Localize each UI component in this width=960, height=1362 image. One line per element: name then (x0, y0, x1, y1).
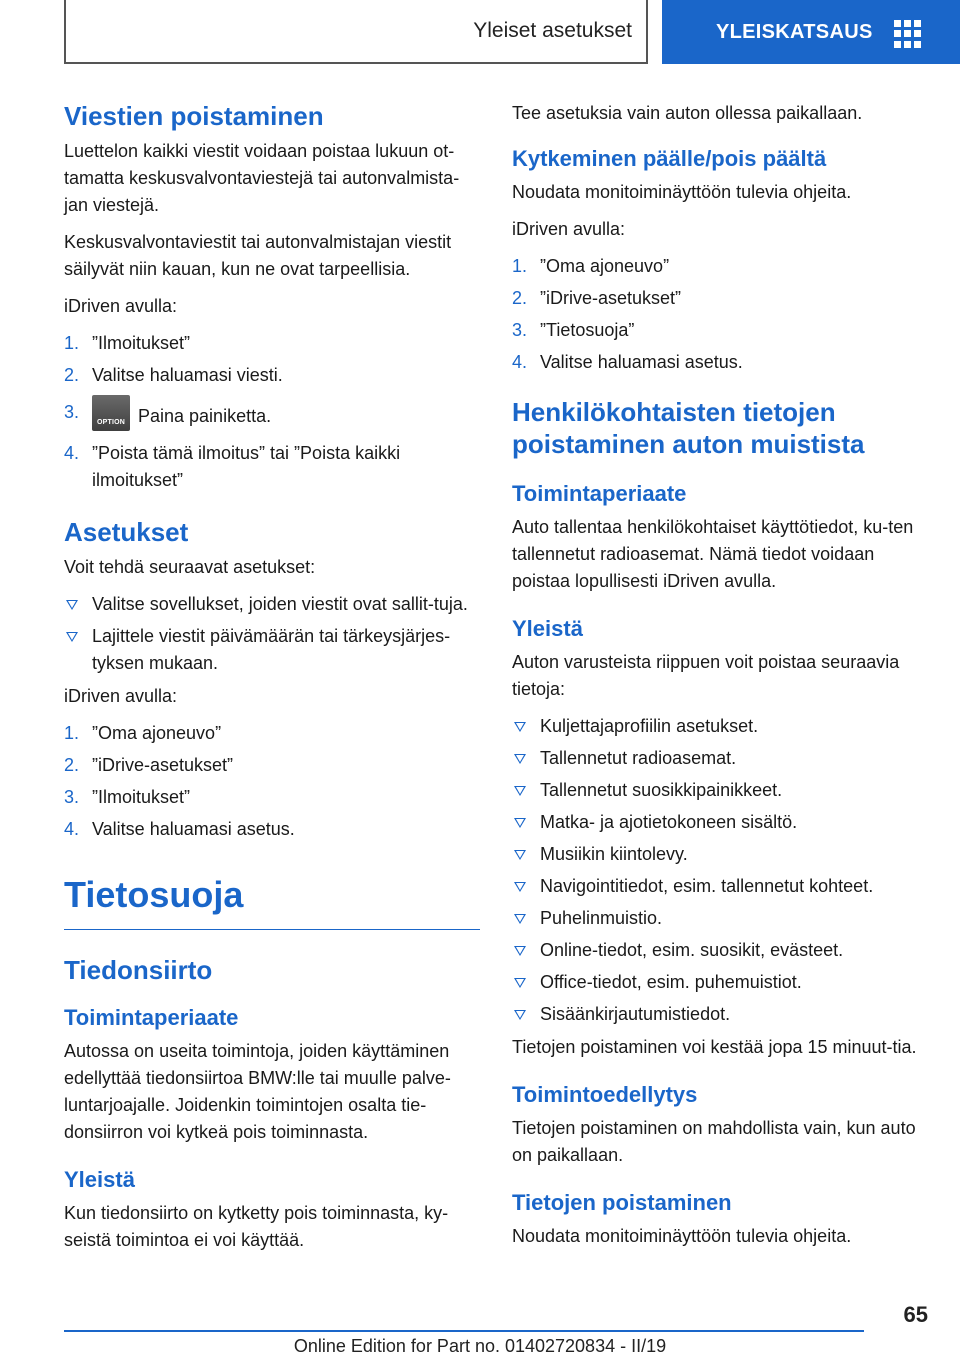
step-text: ”Tietosuoja” (540, 320, 635, 340)
bullet-text: Puhelinmuistio. (540, 908, 663, 928)
heading-principle: Toimintaperiaate (512, 481, 687, 506)
list-item (512, 745, 930, 772)
bullet-text: Lajittele viestit päivämäärän tai tärkeysjärjes-tyksen mukaan. (92, 626, 451, 673)
heading-general: Yleistä (512, 616, 583, 641)
paragraph: Autossa on useita toimintoja, joiden käyttäminen edellyttää tiedonsiirtoa BMW:lle tai muulle palve-luntarjoajalle. Joidenkin toimintojen osalta tie-donsiirron voi kytkeä pois toiminnasta. (64, 1041, 451, 1142)
step-text: Valitse haluamasi asetus. (540, 352, 743, 372)
step-number: 4. (64, 443, 80, 463)
triangle-bullet-icon (66, 600, 78, 610)
paragraph: Tietojen poistaminen on mahdollista vain, kun auto on paikallaan. (512, 1118, 916, 1165)
triangle-bullet-icon (514, 946, 526, 956)
paragraph: Kun tiedonsiirto on kytketty pois toiminnasta, ky-seistä toimintoa ei voi käyttää. (64, 1203, 449, 1250)
triangle-bullet-icon (514, 978, 526, 988)
paragraph: Noudata monitoiminäyttöön tulevia ohjeita. (512, 182, 852, 202)
bullet-text: Matka- ja ajotietokoneen sisältö. (540, 812, 798, 832)
step-text: ”iDrive-asetukset” (92, 755, 234, 775)
paragraph: Keskusvalvontaviestit tai autonvalmistajan viestit säilyvät niin kauan, kun ne ovat tarpeellisia. (64, 232, 452, 279)
step-text: ”Oma ajoneuvo” (540, 256, 670, 276)
triangle-bullet-icon (514, 722, 526, 732)
list-item (512, 317, 930, 344)
option-button-label: OPTION (96, 419, 126, 426)
list-item (512, 969, 930, 996)
bullet-text: Online-tiedot, esim. suosikit, evästeet. (540, 940, 844, 960)
heading-settings: Asetukset (64, 517, 189, 547)
list-item (64, 440, 480, 494)
step-number: 2. (64, 365, 80, 385)
triangle-bullet-icon (514, 882, 526, 892)
list-item (64, 362, 480, 389)
paragraph: Auto tallentaa henkilökohtaiset käyttötiedot, ku-ten tallennetut radioasemat. Nämä tiedot voidaan poistaa lopullisesti iDriven avulla. (512, 517, 914, 591)
list-item (64, 330, 480, 357)
heading-data-transfer: Tiedonsiirto (64, 955, 213, 985)
triangle-bullet-icon (514, 818, 526, 828)
right-column (512, 100, 930, 1260)
list-item (64, 591, 480, 618)
bullets-settings (64, 591, 480, 677)
header-overview-tab[interactable] (662, 0, 960, 64)
steps-settings (64, 720, 480, 843)
list-item (512, 1001, 930, 1028)
step-text: ”iDrive-asetukset” (540, 288, 682, 308)
step-text: Valitse haluamasi asetus. (92, 819, 295, 839)
list-item (512, 777, 930, 804)
step-number: 2. (512, 288, 528, 308)
triangle-bullet-icon (514, 1010, 526, 1020)
page-number: 65 (903, 1302, 928, 1327)
header-section-title: Yleiset asetukset (473, 19, 632, 42)
step-number: 3. (64, 787, 80, 807)
heading-privacy: Tietosuoja (64, 873, 480, 930)
paragraph: Tietojen poistaminen voi kestää jopa 15 minuut-tia. (512, 1037, 917, 1057)
list-item (512, 937, 930, 964)
step-text: ”Ilmoitukset” (92, 787, 191, 807)
list-item (64, 720, 480, 747)
list-item (512, 253, 930, 280)
steps-delete (64, 330, 480, 494)
list-item (64, 752, 480, 779)
step-text: ”Oma ajoneuvo” (92, 723, 222, 743)
bullet-text: Tallennetut radioasemat. (540, 748, 737, 768)
footer-divider (64, 1330, 864, 1332)
bullet-text: Sisäänkirjautumistiedot. (540, 1004, 731, 1024)
list-item (512, 841, 930, 868)
step-number: 3. (64, 402, 80, 422)
list-item (64, 784, 480, 811)
header-tab-label: YLEISKATSAUS (716, 20, 873, 43)
steps-privacy (512, 253, 930, 376)
heading-general: Yleistä (64, 1167, 135, 1192)
bullet-text: Office-tiedot, esim. puhemuistiot. (540, 972, 802, 992)
triangle-bullet-icon (514, 914, 526, 924)
bullet-text: Musiikin kiintolevy. (540, 844, 688, 864)
paragraph: Voit tehdä seuraavat asetukset: (64, 557, 316, 577)
heading-personal-data: Henkilökohtaisten tietojen poistaminen auton muistista (512, 397, 865, 459)
list-item (64, 623, 480, 677)
paragraph: Tee asetuksia vain auton ollessa paikallaan. (512, 103, 863, 123)
paragraph: iDriven avulla: (64, 296, 178, 316)
list-item (64, 816, 480, 843)
heading-deletion: Tietojen poistaminen (512, 1190, 732, 1215)
step-number: 1. (64, 333, 80, 353)
list-item (512, 349, 930, 376)
bullet-text: Tallennetut suosikkipainikkeet. (540, 780, 783, 800)
bullet-text: Valitse sovellukset, joiden viestit ovat sallit-tuja. (92, 594, 468, 614)
paragraph: Luettelon kaikki viestit voidaan poistaa lukuun ot-tamatta keskusvalvontaviestejä tai autonvalmista-jan viestejä. (64, 141, 460, 215)
list-item (64, 399, 480, 435)
paragraph: Noudata monitoiminäyttöön tulevia ohjeita. (512, 1226, 852, 1246)
step-number: 1. (64, 723, 80, 743)
triangle-bullet-icon (514, 786, 526, 796)
heading-on-off: Kytkeminen päälle/pois päältä (512, 146, 827, 171)
step-number: 2. (64, 755, 80, 775)
paragraph: iDriven avulla: (512, 219, 626, 239)
paragraph: Auton varusteista riippuen voit poistaa seuraavia tietoja: (512, 652, 900, 699)
step-number: 4. (64, 819, 80, 839)
step-number: 4. (512, 352, 528, 372)
bullet-text: Kuljettajaprofiilin asetukset. (540, 716, 759, 736)
footer-edition: Online Edition for Part no. 01402720834 - II/19 (293, 1336, 667, 1356)
heading-principle: Toimintaperiaate (64, 1005, 239, 1030)
grid-icon (894, 20, 922, 48)
heading-prerequisite: Toimintoedellytys (512, 1082, 698, 1107)
paragraph: iDriven avulla: (64, 686, 178, 706)
list-item (512, 285, 930, 312)
bullet-text: Navigointitiedot, esim. tallennetut kohteet. (540, 876, 874, 896)
triangle-bullet-icon (514, 850, 526, 860)
step-text: ”Poista tämä ilmoitus” tai ”Poista kaikki ilmoitukset” (92, 443, 401, 490)
list-item (512, 873, 930, 900)
step-text: Paina painiketta. (138, 405, 272, 426)
step-number: 3. (512, 320, 528, 340)
list-item (512, 905, 930, 932)
bullets-data (512, 713, 930, 1028)
step-text: Valitse haluamasi viesti. (92, 365, 283, 385)
heading-delete-messages: Viestien poistaminen (64, 101, 324, 131)
option-button-icon (92, 395, 130, 431)
step-number: 1. (512, 256, 528, 276)
list-item (512, 713, 930, 740)
header-section-box (64, 0, 648, 64)
step-text: ”Ilmoitukset” (92, 333, 191, 353)
left-column (64, 100, 480, 1264)
list-item (512, 809, 930, 836)
triangle-bullet-icon (514, 754, 526, 764)
triangle-bullet-icon (66, 632, 78, 642)
